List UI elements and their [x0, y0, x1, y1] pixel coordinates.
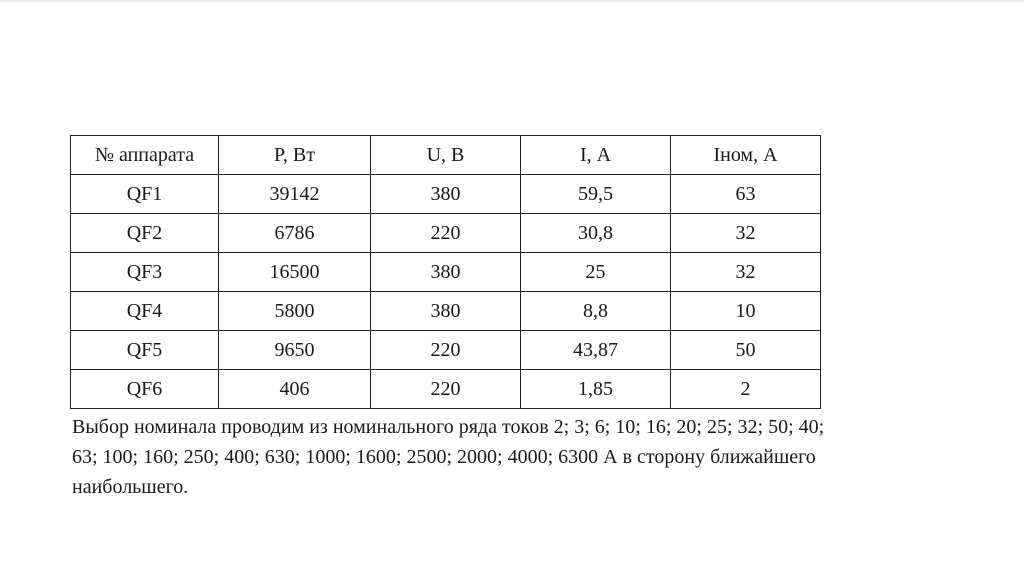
header-power: P, Вт: [219, 136, 371, 175]
cell-voltage: 380: [371, 292, 521, 331]
cell-nominal-current: 63: [671, 175, 821, 214]
cell-voltage: 380: [371, 175, 521, 214]
cell-current: 8,8: [521, 292, 671, 331]
cell-nominal-current: 32: [671, 253, 821, 292]
cell-power: 9650: [219, 331, 371, 370]
cell-nominal-current: 2: [671, 370, 821, 409]
cell-power: 406: [219, 370, 371, 409]
cell-device: QF3: [71, 253, 219, 292]
cell-voltage: 220: [371, 214, 521, 253]
cell-current: 1,85: [521, 370, 671, 409]
cell-device: QF6: [71, 370, 219, 409]
cell-power: 39142: [219, 175, 371, 214]
cell-power: 5800: [219, 292, 371, 331]
table-header-row: [71, 136, 821, 175]
cell-nominal-current: 50: [671, 331, 821, 370]
cell-current: 59,5: [521, 175, 671, 214]
cell-current: 43,87: [521, 331, 671, 370]
cell-device: QF4: [71, 292, 219, 331]
cell-current: 30,8: [521, 214, 671, 253]
header-nominal-current: Iном, А: [671, 136, 821, 175]
nominal-selection-note: Выбор номинала проводим из номинального ряда токов 2; 3; 6; 10; 16; 20; 25; 32; 50; 40; 63; 100; 160; 250; 400; 630; 1000; 1600; 2500; 2000; 4000; 6300 А в сторону ближайшего наибольшего.: [72, 416, 825, 498]
cell-nominal-current: 32: [671, 214, 821, 253]
cell-current: 25: [521, 253, 671, 292]
table-row: [71, 214, 821, 253]
table-row: [71, 253, 821, 292]
cell-voltage: 220: [371, 370, 521, 409]
cell-power: 6786: [219, 214, 371, 253]
header-voltage: U, В: [371, 136, 521, 175]
cell-device: QF5: [71, 331, 219, 370]
cell-voltage: 380: [371, 253, 521, 292]
cell-device: QF1: [71, 175, 219, 214]
cell-power: 16500: [219, 253, 371, 292]
header-current: I, А: [521, 136, 671, 175]
table-row: [71, 370, 821, 409]
table-row: [71, 292, 821, 331]
header-device-number: № аппарата: [71, 136, 219, 175]
breakers-table: [70, 135, 821, 409]
table-row: [71, 331, 821, 370]
cell-device: QF2: [71, 214, 219, 253]
table-row: [71, 175, 821, 214]
cell-voltage: 220: [371, 331, 521, 370]
cell-nominal-current: 10: [671, 292, 821, 331]
